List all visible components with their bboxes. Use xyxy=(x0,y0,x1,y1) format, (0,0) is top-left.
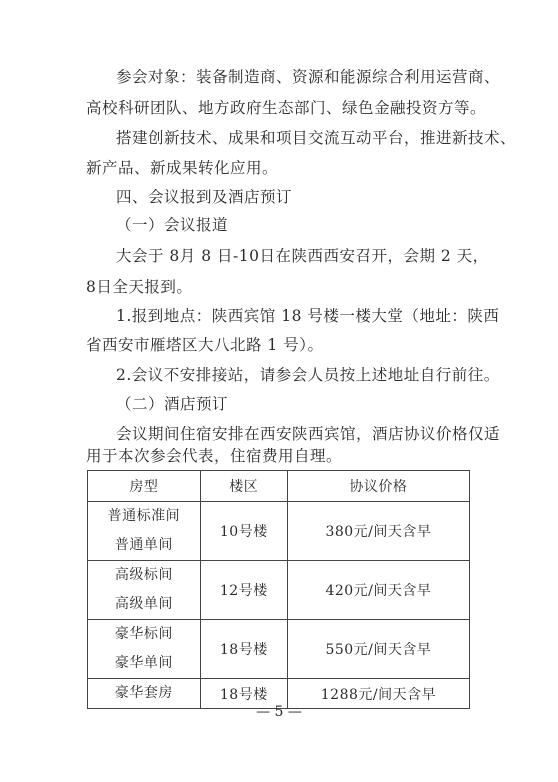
header-price: 协议价格 xyxy=(287,471,469,502)
paragraph-line: 省西安市雁塔区大八北路 1 号）。 xyxy=(86,336,324,354)
paragraph-line: 会议期间住宿安排在西安陕西宾馆，酒店协议价格仅适 xyxy=(116,425,501,443)
room-price-table xyxy=(87,470,470,709)
paragraph-line: 2.会议不安排接站，请参会人员按上述地址自行前往。 xyxy=(116,366,500,384)
room-type-line: 高级标间 xyxy=(114,567,173,583)
table-header-row xyxy=(88,471,470,502)
page-number: — 5 — xyxy=(256,704,302,720)
room-type-line: 豪华套房 xyxy=(114,685,173,701)
table-row xyxy=(88,561,470,620)
room-type-line: 普通标准间 xyxy=(107,508,181,524)
room-type-line: 普通单间 xyxy=(114,537,173,553)
header-room-type: 房型 xyxy=(88,471,201,502)
price-cell: 1288元/间天含早 xyxy=(287,679,469,709)
room-type-line: 高级单间 xyxy=(114,596,173,612)
paragraph-line: 新产品、新成果转化应用。 xyxy=(86,159,279,177)
room-type-cell xyxy=(88,561,201,620)
paragraph-line: 1.报到地点：陕西宾馆 18 号楼一楼大堂（地址：陕西 xyxy=(116,307,500,325)
price-cell: 380元/间天含早 xyxy=(287,502,469,561)
room-type-cell xyxy=(88,620,201,679)
subsection-heading: （二）酒店预订 xyxy=(116,395,229,413)
table-row xyxy=(88,502,470,561)
paragraph-line: 8日全天报到。 xyxy=(86,278,193,296)
subsection-heading: （一）会议报道 xyxy=(116,216,229,234)
building-cell: 18号楼 xyxy=(200,620,287,679)
room-type-cell xyxy=(88,502,201,561)
price-cell: 550元/间天含早 xyxy=(287,620,469,679)
paragraph-line: 搭建创新技术、成果和项目交流互动平台，推进新技术、 xyxy=(116,129,517,147)
room-type-line: 豪华单间 xyxy=(114,655,173,671)
paragraph-line: 参会对象：装备制造商、资源和能源综合利用运营商、 xyxy=(116,68,501,86)
building-cell: 10号楼 xyxy=(200,502,287,561)
building-cell: 18号楼 xyxy=(200,679,287,709)
paragraph-line: 大会于 8月 8 日-10日在陕西西安召开，会期 2 天， xyxy=(116,247,489,265)
header-building: 楼区 xyxy=(200,471,287,502)
table-row xyxy=(88,620,470,679)
paragraph-line: 高校科研团队、地方政府生态部门、绿色金融投资方等。 xyxy=(86,99,487,117)
price-cell: 420元/间天含早 xyxy=(287,561,469,620)
paragraph-line: 用于本次参会代表，住宿费用自理。 xyxy=(86,447,343,465)
section-heading: 四、会议报到及酒店预订 xyxy=(116,188,293,206)
building-cell: 12号楼 xyxy=(200,561,287,620)
room-type-line: 豪华标间 xyxy=(114,626,173,642)
